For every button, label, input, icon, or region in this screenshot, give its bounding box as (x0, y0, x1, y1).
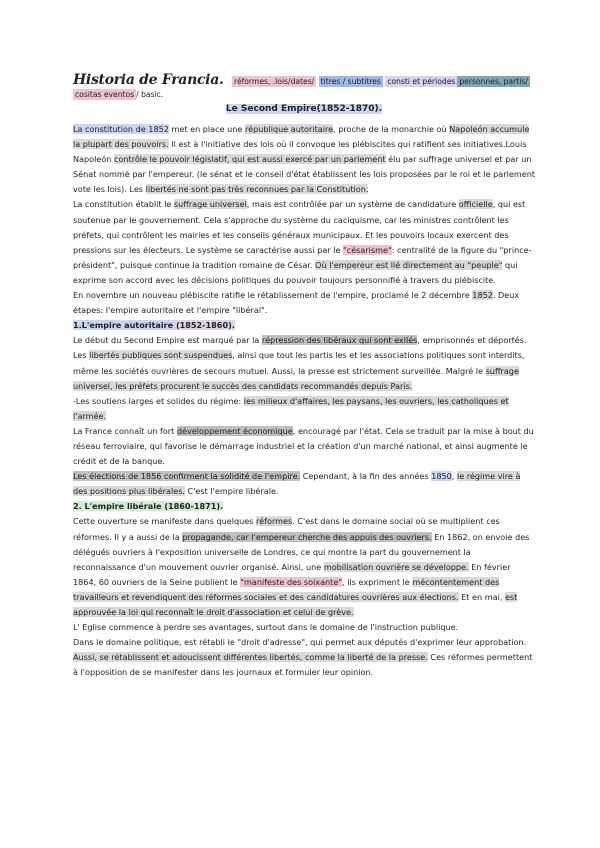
paragraph (73, 514, 535, 620)
text-run: Et en mai, (458, 591, 505, 602)
highlighted-text: les milieux d'affaires, les paysans, les ouvriers, les catholiques et l'armée. (73, 395, 509, 421)
text-run: élu par suffrage universel et par un Sénat nommé par l'empereur. (le sénat et le conseil d'état établissent les lois proposées par le roi et le parlement vote les lois). Les (73, 154, 535, 195)
highlighted-text: suffrage universel (173, 199, 247, 210)
highlighted-text: mécontentement des travailleurs et revendiquent des réformes sociales et des candidatures ouvrières aux élections. (73, 576, 500, 602)
highlighted-text: libertés ne sont pas très reconnues par la Constitution. (145, 184, 369, 195)
legend-tag-concepts: consti et périodes (387, 77, 456, 86)
text-run: La France connaît un fort (73, 425, 177, 436)
legend-tag-personnes: personnes, partis/ (459, 77, 528, 86)
text-run: : centralité de la figure du "prince-président", puisque continue la tradition romaine de César. (73, 244, 532, 270)
text-run: -Les soutiens larges et solides du régime: (73, 395, 244, 406)
text-run: Cette ouverture se manifeste dans quelques (73, 516, 257, 527)
highlighted-text: officielle (458, 199, 493, 210)
doc-title: Historia de Francia. (73, 72, 224, 88)
text-run: C'est l'empire libérale. (184, 486, 279, 497)
legend-tag-cositas: cositas eventos (75, 90, 135, 99)
document-body (73, 122, 535, 680)
highlighted-text: réformes (256, 516, 293, 527)
legend-tag-basic: / basic. (136, 90, 164, 99)
text-run: , mais est contrôlée par un système de candidature (246, 199, 459, 210)
highlighted-text: libertés publiques sont suspendues (89, 350, 233, 361)
highlighted-text: "manifeste des soixante" (240, 576, 343, 587)
paragraph (73, 197, 535, 288)
highlighted-text: "césarisme" (343, 244, 392, 255)
main-title: Le Second Empire(1852-1870). (225, 104, 383, 114)
text-run: , (451, 471, 457, 482)
legend-header (73, 74, 535, 101)
paragraph (73, 620, 535, 635)
highlighted-text: est approuvée la loi qui reconnaît le droit d'association et celui de grève. (73, 591, 518, 617)
highlighted-text: répression des libéraux qui sont exilés (261, 335, 418, 346)
text-run: En 1862, on envoie des délégués ouvriers à l'exposition universelle de Londres, ce qui montre la part du gouvernement la reconnaissance d'un mouvement ouvrier organisé. Ainsi, une (73, 531, 530, 572)
highlighted-text: développement économique (176, 425, 293, 436)
highlighted-text: république autoritaire (244, 124, 334, 134)
paragraph (73, 469, 535, 499)
paragraph (73, 424, 535, 469)
highlighted-text: 1850 (431, 471, 452, 482)
text-run: , proche de la monarchie où (333, 124, 450, 134)
text-run: met en place une (168, 124, 245, 134)
text-run: L' Eglise commence à perdre ses avantages, surtout dans le domaine de l'instruction publique. (73, 622, 459, 633)
text-run: Le début du Second Empire est marqué par la (73, 335, 262, 346)
text-run: , emprisonnés et déportés. Les (73, 335, 527, 361)
legend-tag-titres: titres / subtitres (320, 77, 381, 86)
paragraph (73, 288, 535, 318)
text-run: , ils expriment le (342, 576, 413, 587)
section-heading-2: 2. L'empire libérale (1860-1871). (73, 501, 224, 512)
paragraph (73, 394, 535, 424)
text-run: , ainsi que tout les partis les et les associations politiques sont interdits, même les sociétés ouvrières de secours mutuel. Aussi, la presse est strictement surveillée. Malgré le (73, 350, 525, 376)
text-run: Cependant, à la fin des années (300, 471, 432, 482)
text-run: La constitution établit le (73, 199, 174, 210)
text-run: En février 1864, 60 ouvriers de la Seine publient le (73, 561, 511, 587)
text-run: Dans le domaine politique, est rétabli le "droit d'adresse", qui permet aux députés d'exprimer leur approbation. (73, 637, 527, 648)
text-run: . Deux étapes: l'empire autoritaire et l'empire "libéral". (73, 290, 520, 316)
highlighted-text: mobilisation ouvrière se développe. (323, 561, 469, 572)
highlighted-text: 1852 (472, 290, 493, 301)
paragraph (73, 333, 535, 393)
highlighted-text: Napoleón (449, 124, 488, 134)
document-page (73, 74, 535, 680)
highlighted-text: 1852 (148, 124, 169, 134)
text-run: qui exprime son accord avec les décisions politiques du pouvoir toujours personnifié à travers du plébiscite. (73, 259, 518, 285)
highlighted-text: Les élections de 1856 confirment la solidité de l'empire. (73, 471, 301, 482)
highlighted-text: contrôle le pouvoir législatif, qui est aussi exercé par un parlement (114, 154, 386, 165)
highlighted-text: La constitution de (73, 124, 149, 134)
text-run: , qui est soutenue par le gouvernement. Cela s'approche du système du caciquisme, car les ministres contrôlent les préfets, qui contrôlent les mairies et les conseils généraux municipaux. Et les pouvoirs locaux exercent des pressions sur les électeurs. Le système se caractérise aussi par le (73, 199, 526, 255)
highlighted-text: suffrage universel, les préfets procurent le succès des candidats recommandés depuis Paris. (73, 365, 519, 391)
paragraph (73, 122, 535, 197)
text-run: En novembre un nouveau plébiscite ratifie le rétablissement de l'empire, proclamé le 2 décembre (73, 290, 473, 301)
highlighted-text: le régime vire à des positions plus libérales. (73, 471, 521, 497)
section-heading-1: 1.L'empire autoritaire (1852-1860). (73, 320, 235, 331)
highlighted-text: Aussi, se rétablissent et adoucissent différentes libertés, comme la liberté de la presse. (73, 652, 428, 663)
highlighted-text: propagande, car l'empereur cherche des appuis des ouvriers. (182, 531, 432, 542)
text-run: Il est à l'initiative des lois où il convoque les plébiscites qui ratifient ses initiatives.Louis Napoleón (73, 139, 527, 165)
text-run: , encouragé par l'état. Cela se traduit par la mise à bout du réseau ferroviaire, qui favorise le démarrage industriel et la création d'un marché national, et ainsi augmente le crédit et de la banque. (73, 425, 534, 467)
highlighted-text: Où l'empereur est lié directement au "peuple" (315, 259, 503, 270)
legend-tag-reformes: réformes, .lois/dates/ (233, 77, 315, 86)
text-run: Ces réformes permettent à l'opposition de se manifester dans les journaux et formuler leur opinion. (73, 652, 533, 678)
text-run: . C'est dans le domaine social où se multiplient ces réformes. Il y a aussi de la (73, 516, 500, 542)
highlighted-text: accumule la plupart des pouvoirs. (73, 124, 530, 150)
paragraph (73, 635, 535, 680)
